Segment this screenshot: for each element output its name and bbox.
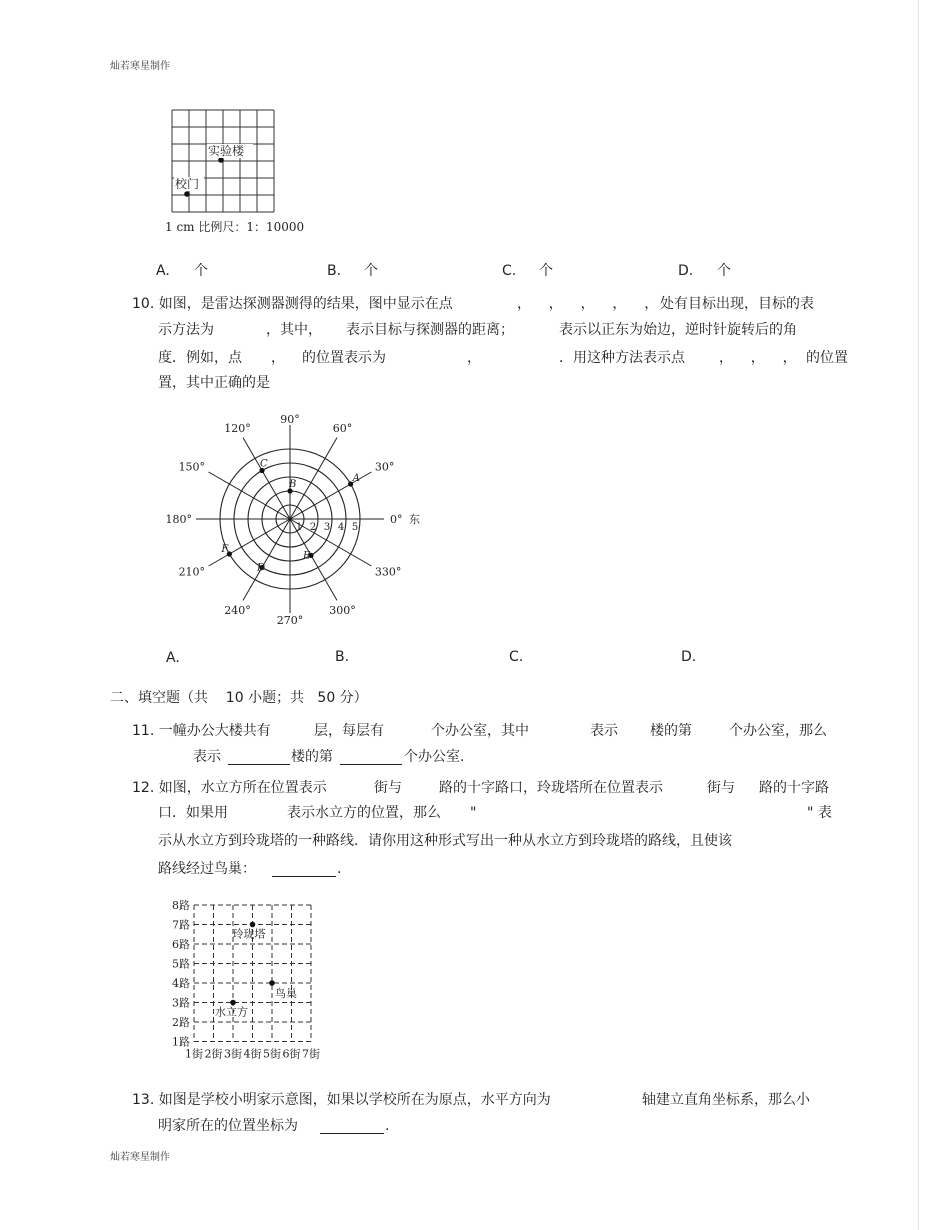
landmark-point (269, 980, 275, 986)
q9-option-b-unit: 个 (364, 263, 378, 279)
q12-line1-a: 12. 如图，水立方所在位置表示 (132, 780, 327, 796)
q13-line2-end: . (385, 1118, 390, 1134)
q9-option-c-letter: C. (502, 263, 517, 279)
radar-angle-label: 240° (224, 603, 251, 617)
q9-map-figure (155, 100, 335, 249)
q13-line2-a: 明家所在的位置坐标为 (158, 1118, 298, 1134)
radar-ring-label: 1 (295, 522, 303, 533)
radar-point-label-E: E (303, 550, 311, 562)
q10-line3-a: 度．例如，点 (158, 350, 242, 366)
q10-line2-b: ，其中， (266, 322, 322, 338)
landmark-label: 玲珑塔 (232, 927, 266, 941)
q11-line1-e: 楼的第 (650, 723, 692, 739)
label-lab: 实验楼 (208, 144, 245, 158)
road-label: 1路 (172, 1035, 190, 1049)
radar-angle-label: 90° (280, 413, 300, 426)
q9-option-d-unit: 个 (717, 263, 731, 279)
q12-line2-quote-close: " 表 (807, 805, 832, 821)
radar-point-label-A: A (352, 473, 360, 484)
q10-option-a: A. (166, 650, 180, 666)
street-label: 3街 (224, 1047, 242, 1061)
street-label: 5街 (263, 1047, 281, 1061)
q10-line1-end: 处有目标出现，目标的表 (660, 296, 814, 312)
q11-blank-1[interactable] (228, 750, 290, 765)
radar-angle-label: 30° (374, 460, 395, 474)
radar-figure (160, 405, 430, 634)
radar-angle-label: 300° (329, 603, 356, 617)
q11-line1-b: 层，每层有 (314, 723, 384, 739)
radar-ring-label: 5 (351, 522, 359, 533)
q12-line1-c: 路的十字路口，玲珑塔所在位置表示 (439, 780, 663, 796)
q10-option-c: C. (509, 649, 524, 665)
road-label: 7路 (172, 918, 190, 932)
radar-point-label-C: C (260, 458, 268, 470)
radar-angle-label: 270° (276, 614, 304, 627)
street-map-figure (166, 893, 336, 1072)
q12-line1-e: 路的十字路 (759, 780, 829, 796)
q9-grid-svg (155, 100, 335, 245)
radar-angle-label: 0° (390, 513, 403, 526)
q9-option-a-unit: 个 (194, 263, 208, 279)
q10-line4: 置，其中正确的是 (158, 375, 270, 391)
q11-line1-d: 表示 (590, 723, 618, 739)
q12-line3: 示从水立方到玲珑塔的一种路线．请你用这种形式写出一种从水立方到玲珑塔的路线，且使该 (158, 833, 732, 849)
q11-line2-b: 楼的第 (291, 749, 333, 765)
road-label: 8路 (172, 899, 190, 912)
q10-line1-commas: ， ， ， ， ， (517, 296, 659, 312)
radar-point-label-B: B (289, 479, 297, 490)
street-label: 7街 (302, 1047, 320, 1061)
q10-option-d: D. (681, 649, 697, 665)
q10-line2-d: 表示以正东为始边，逆时针旋转后的角 (559, 322, 797, 338)
page-footer: 灿若寒星制作 (110, 1152, 170, 1163)
radar-point-label-D: D (257, 562, 266, 574)
q11-blank-2[interactable] (340, 750, 402, 765)
q10-line3-e: ．用这种方法表示点 (559, 350, 685, 366)
q9-option-b-letter: B. (327, 263, 342, 279)
radar-svg (160, 405, 430, 630)
q12-line2-b: 表示水立方的位置，那么 (287, 805, 441, 821)
q10-line3-f: ， ， ， (719, 350, 797, 366)
section-2-heading: 二、填空题（共 10 小题；共 50 分） (110, 690, 368, 706)
q10-option-b: B. (335, 649, 350, 665)
road-label: 6路 (172, 938, 190, 951)
q10-line3-b: ， (271, 350, 285, 366)
q12-answer-blank[interactable] (272, 862, 336, 877)
radar-angle-label: 180° (165, 513, 192, 526)
street-label: 1街 (185, 1047, 203, 1061)
radar-angle-label: 210° (178, 565, 206, 579)
lab-point (218, 157, 224, 163)
radar-angle-label: 150° (178, 460, 206, 474)
q11-line2-c: 个办公室. (404, 749, 465, 765)
q13-line1-a: 13. 如图是学校小明家示意图，如果以学校所在为原点，水平方向为 (132, 1092, 551, 1108)
road-label: 2路 (172, 1016, 190, 1029)
street-map-svg (166, 893, 336, 1068)
radar-ring-label: 2 (309, 522, 317, 533)
q12-line4-end: . (337, 861, 342, 877)
road-label: 4路 (172, 977, 190, 990)
radar-point-label-F: F (221, 544, 229, 555)
q12-line4-a: 路线经过鸟巢： (158, 861, 256, 877)
scale-caption: 1 cm 比例尺：1：10000 (165, 220, 305, 234)
radar-ring-label: 3 (323, 522, 331, 533)
q11-line1-a: 11. 一幢办公大楼共有 (132, 723, 271, 739)
q10-line3-c: 的位置表示为 (302, 350, 386, 366)
q13-answer-blank[interactable] (320, 1119, 384, 1134)
radar-east-label: 东 (409, 513, 420, 526)
radar-ring-label: 4 (337, 522, 345, 533)
street-label: 4街 (243, 1047, 262, 1061)
q10-line3-d: ， (467, 350, 481, 366)
q12-line1-b: 街与 (374, 780, 402, 796)
landmark-label: 鸟巢 (275, 987, 297, 1000)
q10-line3-g: 的位置 (806, 350, 848, 366)
street-label: 6街 (282, 1047, 301, 1061)
landmark-point (230, 1000, 236, 1006)
label-gate: 校门 (175, 177, 200, 191)
landmark-label: 水立方 (215, 1005, 248, 1019)
page-edge-line (918, 0, 919, 1230)
q12-line1-d: 街与 (707, 780, 735, 796)
radar-angle-label: 330° (374, 565, 402, 579)
road-label: 5路 (172, 957, 190, 971)
q12-line2-a: 口．如果用 (158, 805, 228, 821)
q9-option-d-letter: D. (678, 263, 694, 279)
q13-line1-b: 轴建立直角坐标系，那么小 (642, 1092, 810, 1108)
radar-angle-label: 120° (224, 422, 251, 436)
page-header: 灿若寒星制作 (110, 61, 170, 72)
q9-option-a-letter: A. (156, 263, 170, 279)
gate-point (184, 191, 190, 197)
q11-line1-c: 个办公室，其中 (431, 723, 529, 739)
q10-line2-a: 示方法为 (158, 322, 214, 338)
q10-line2-c: 表示目标与探测器的距离； (346, 322, 514, 338)
q12-line2-quote-open: " (470, 805, 477, 821)
q11-line2-a: 表示 (193, 749, 221, 765)
landmark-point (250, 922, 256, 928)
road-label: 3路 (172, 996, 190, 1010)
q10-line1-start: 10. 如图，是雷达探测器测得的结果，图中显示在点 (132, 296, 453, 312)
q9-option-c-unit: 个 (539, 263, 553, 279)
q11-line1-f: 个办公室，那么 (729, 723, 827, 739)
radar-angle-label: 60° (332, 422, 353, 436)
street-label: 2街 (204, 1047, 223, 1061)
